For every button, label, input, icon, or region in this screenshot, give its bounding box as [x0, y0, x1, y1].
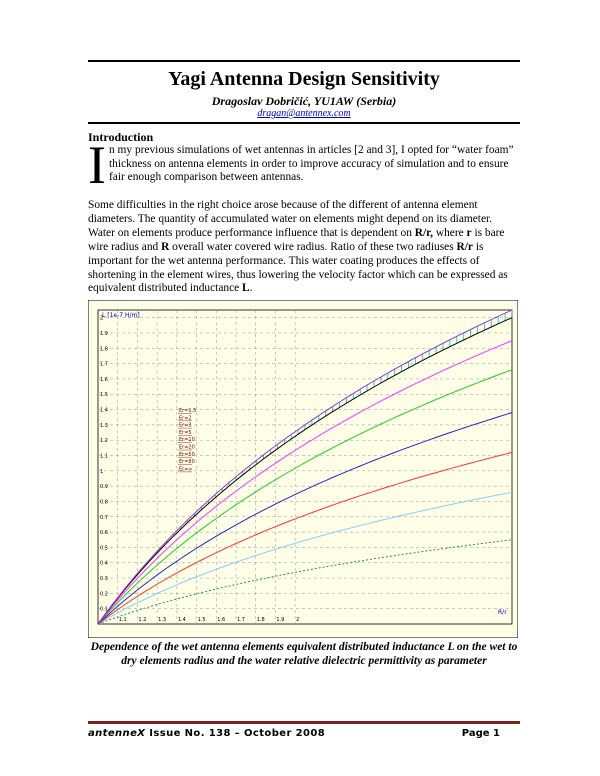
legend-label: Er=∞	[179, 466, 193, 473]
legend-label: Er=80	[179, 459, 195, 466]
y-tick-label: 1.1	[100, 453, 108, 460]
footer-issue	[88, 728, 325, 739]
x-tick-label: 1.2	[138, 617, 147, 623]
body-paragraph	[88, 199, 520, 296]
legend-label: Er=10	[179, 437, 195, 444]
p2-text-4: overall water covered wire radius. Ratio of these two radiuses	[169, 240, 457, 253]
y-tick-label: 1.9	[100, 330, 108, 337]
y-tick-label: 1.5	[100, 392, 108, 399]
footer-brand: antenneX	[88, 728, 146, 739]
author-email-link[interactable]: dragan@antennex.com	[257, 108, 351, 119]
x-tick-label: 1.4	[177, 617, 186, 623]
y-tick-label: 0.9	[100, 484, 108, 491]
y-tick-label: 1.6	[100, 376, 108, 383]
figure-caption: Dependence of the wet antenna elements equivalent distributed inductance L on the wet to dry elements radius and the water relative dielectric permittivity as parameter	[90, 641, 518, 667]
x-tick-label: 2	[296, 617, 300, 623]
footer-rule	[88, 721, 520, 724]
legend-label: Er=5	[179, 429, 192, 436]
footer-page-number: Page 1	[461, 728, 500, 739]
x-axis-label: R/r	[498, 609, 507, 616]
intro-text: n my previous simulations of wet antennas in articles [2 and 3], I opted for “water foam” thickness on antenna elements in order to improve accuracy of simulation and to ensure fair enough comparison between antennas.	[109, 144, 514, 184]
legend-label: Er=50	[179, 451, 195, 458]
y-tick-label: 0.6	[100, 530, 108, 537]
top-rule	[88, 60, 520, 62]
drop-cap: I	[88, 135, 106, 195]
p2-bold-2: r	[466, 226, 472, 239]
x-tick-label: 1.5	[197, 617, 206, 623]
y-tick-label: 0.8	[100, 499, 108, 506]
y-tick-label: 1.2	[100, 438, 108, 445]
x-tick-label: 1.8	[256, 617, 265, 623]
y-tick-label: 2	[100, 315, 104, 322]
y-tick-label: 0.5	[100, 545, 108, 552]
y-tick-label: 1.7	[100, 361, 108, 368]
p2-bold-1: R/r,	[414, 226, 433, 239]
y-tick-label: 0.7	[100, 514, 108, 521]
x-tick-label: 1.7	[237, 617, 245, 623]
p2-bold-3: R	[161, 240, 170, 253]
legend-label: Er=1.5	[179, 408, 197, 414]
p2-bold-5: L	[242, 282, 250, 295]
legend-label: Er=2	[179, 415, 192, 422]
legend-label: Er=20	[179, 444, 195, 451]
x-tick-label: 1.6	[217, 617, 226, 623]
x-tick-label: 1.1	[118, 617, 127, 623]
p2-text-1: Some difficulties in the right choice arose because of the different of antenna element diameters. The quantity of accumulated water on elements might depend on its diameter. Water on elements produce performance influence that is dependent on	[88, 199, 493, 239]
p2-text-3: is bare wire radius and	[88, 226, 505, 253]
y-tick-label: 1.4	[100, 407, 108, 414]
y-tick-label: 1	[100, 468, 104, 475]
page-title: Yagi Antenna Design Sensitivity	[168, 68, 440, 90]
author-line: Dragoslav Dobričić, YU1AW (Serbia)	[211, 94, 397, 108]
p2-bold-4: R/r	[456, 240, 473, 253]
y-tick-label: 0.2	[100, 591, 108, 598]
intro-heading: Introduction	[88, 130, 154, 144]
y-axis-label: L [1e-7 H/m]	[102, 312, 140, 319]
p2-text-2: where	[433, 226, 467, 239]
header-rule	[88, 122, 520, 124]
y-tick-label: 1.8	[100, 346, 108, 353]
inductance-chart	[88, 300, 518, 638]
y-tick-label: 0.1	[100, 606, 108, 613]
p2-text-6: .	[249, 282, 253, 295]
x-tick-label: 1.9	[276, 617, 285, 623]
x-tick-label: 1.3	[158, 617, 167, 623]
p2-text-5: is important for the wet antenna performance. This water coating produces the effects of shortening in the element wires, thus lowering the velocity factor which can be expressed as equivalent distributed inductance	[88, 240, 508, 295]
footer-issue-text: Issue No. 138 – October 2008	[145, 728, 326, 739]
legend-label: Er=3	[179, 422, 192, 429]
y-tick-label: 1.3	[100, 422, 108, 429]
y-tick-label: 0.3	[100, 576, 108, 583]
y-tick-label: 0.4	[100, 560, 108, 567]
